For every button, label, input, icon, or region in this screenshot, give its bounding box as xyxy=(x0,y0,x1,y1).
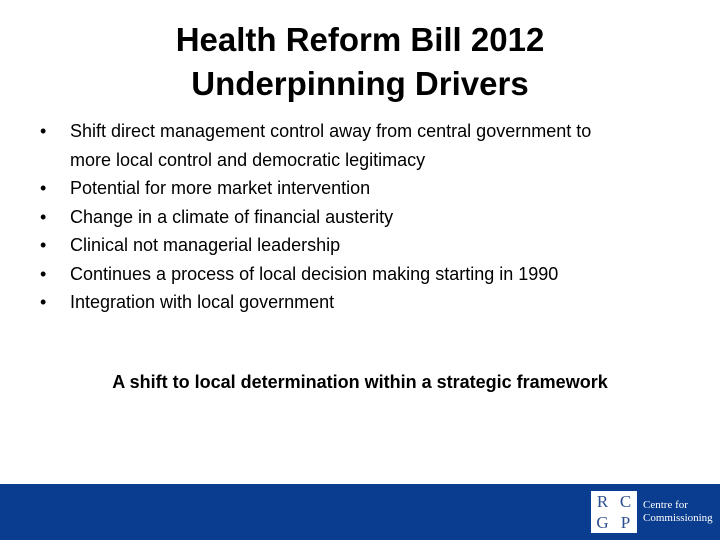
bullet-item xyxy=(40,117,680,174)
bullet-item xyxy=(40,260,680,289)
bullet-text-line: Potential for more market intervention xyxy=(70,178,371,198)
logo-text xyxy=(643,499,713,525)
title-line-2: Underpinning Drivers xyxy=(191,65,529,102)
bullet-text-line: more local control and democratic legitimacy xyxy=(70,149,426,170)
logo-text-line-2: Commissioning xyxy=(643,512,713,524)
bullet-text-line: Clinical not managerial leadership xyxy=(70,235,341,255)
bullet-item xyxy=(40,231,680,260)
bullet-item xyxy=(40,288,680,317)
bullet-item xyxy=(40,203,680,232)
bullet-marker: • xyxy=(40,178,47,198)
rcgp-logo-mark xyxy=(591,491,637,533)
logo-letter: R xyxy=(596,492,609,511)
bullet-text-line: Continues a process of local decision making starting in 1990 xyxy=(70,263,559,284)
logo-letter: C xyxy=(619,492,632,511)
bullet-marker: • xyxy=(40,235,47,255)
rcgp-logo xyxy=(591,491,713,533)
bullet-text-line: Integration with local government xyxy=(70,292,335,312)
logo-letter: P xyxy=(620,513,631,532)
logo-letter: G xyxy=(596,513,609,532)
bullet-list xyxy=(40,117,680,317)
bullet-marker: • xyxy=(40,263,47,284)
tagline: A shift to local determination within a strategic framework xyxy=(112,372,608,392)
slide-title xyxy=(0,18,720,106)
bullet-marker: • xyxy=(40,292,47,312)
bullet-text-line: Change in a climate of financial austerity xyxy=(70,206,394,227)
bullet-item xyxy=(40,174,680,203)
bullet-marker: • xyxy=(40,121,47,141)
bullet-marker: • xyxy=(40,206,47,227)
title-line-1: Health Reform Bill 2012 xyxy=(175,21,545,58)
logo-text-line-1: Centre for xyxy=(643,499,688,511)
bullet-text-line: Shift direct management control away from central government to xyxy=(70,121,592,141)
